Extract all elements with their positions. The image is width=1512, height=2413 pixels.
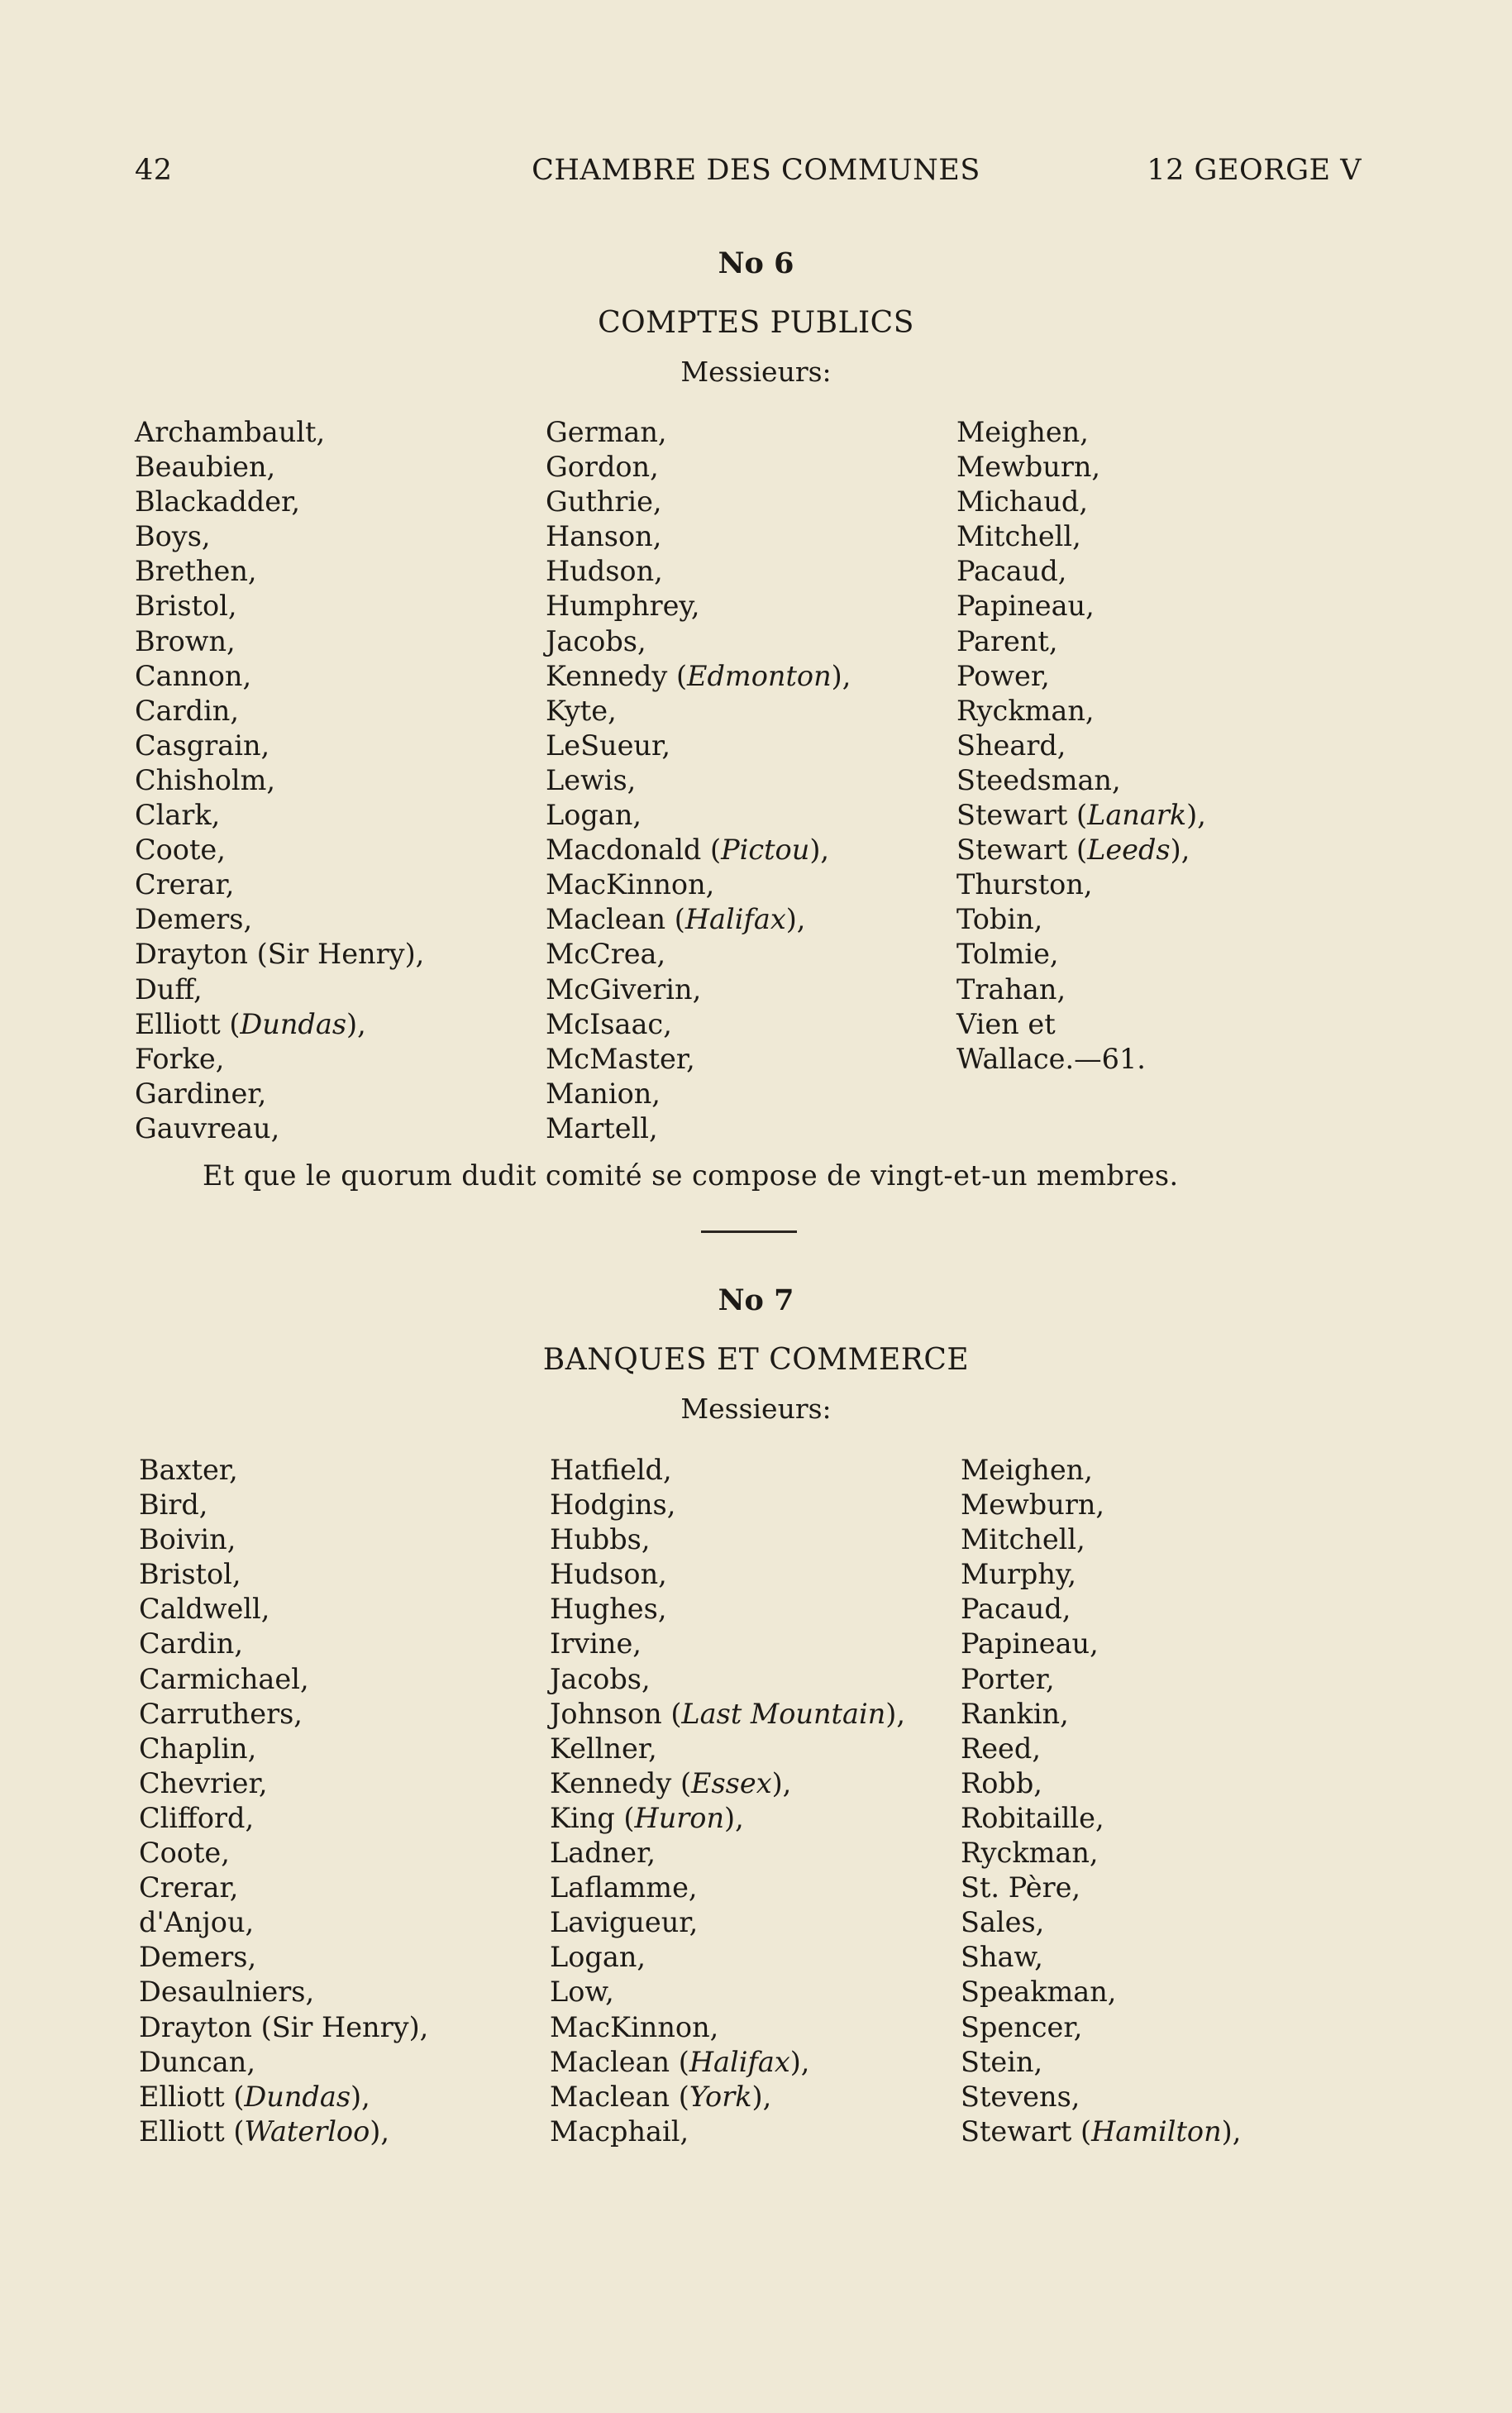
member-name: Chaplin, [139, 1732, 257, 1765]
member-name: Coote, [139, 1837, 230, 1870]
member-name: Stewart (Leeds), [956, 834, 1190, 867]
member-name: Kennedy (Essex), [550, 1766, 792, 1799]
member-name: Humphrey, [546, 590, 700, 623]
member-name: Archambault, [135, 416, 326, 448]
member-name: Hanson, [546, 520, 662, 553]
member-name: Meighen, [961, 1454, 1093, 1486]
member-name: Thurston, [956, 868, 1093, 901]
member-name: Coote, [135, 834, 226, 867]
running-title: CHAMBRE DES COMMUNES [532, 154, 980, 187]
member-name: Parent, [956, 624, 1058, 657]
member-name: Crerar, [139, 1871, 239, 1904]
member-name: Stevens, [961, 2080, 1080, 2113]
member-name: Clifford, [139, 1801, 255, 1834]
reign-label: 12 GEORGE V [1147, 154, 1362, 187]
section-7-title: BANQUES ET COMMERCE [542, 1343, 970, 1377]
member-name: Duff, [135, 972, 203, 1006]
member-name: Tobin, [956, 903, 1043, 936]
member-name: Drayton (Sir Henry), [139, 2010, 429, 2043]
member-name: Demers, [139, 1941, 257, 1974]
member-name: Sheard, [956, 729, 1066, 762]
member-name: Cannon, [135, 659, 252, 692]
member-name: Maclean (York), [550, 2080, 772, 2113]
member-name: Power, [956, 659, 1050, 692]
member-name: Gardiner, [135, 1077, 267, 1110]
member-name: Forke, [135, 1042, 225, 1075]
section-7-column-1 [139, 1453, 428, 2149]
member-name: McCrea, [546, 938, 666, 971]
member-name: Duncan, [139, 2045, 255, 2078]
section-6-column-3 [956, 415, 1206, 1077]
member-name: McMaster, [546, 1042, 695, 1075]
section-7-column-3 [961, 1453, 1241, 2149]
member-name: Kyte, [546, 694, 617, 727]
member-name: Ryckman, [956, 694, 1095, 727]
member-name: Jacobs, [546, 624, 646, 657]
member-name: Clark, [135, 799, 221, 832]
member-name: Rankin, [961, 1697, 1069, 1730]
member-name: Low, [550, 1976, 614, 2009]
member-name: Mewburn, [956, 451, 1101, 484]
member-name: Steedsman, [956, 763, 1121, 796]
member-name: Johnson (Last Mountain), [550, 1697, 905, 1730]
member-name: Porter, [961, 1662, 1055, 1695]
member-name: Bristol, [139, 1558, 241, 1591]
member-name: Kellner, [550, 1732, 657, 1765]
member-name: Hatfield, [550, 1454, 672, 1486]
section-6-title: COMPTES PUBLICS [598, 306, 914, 340]
member-name: Bristol, [135, 590, 237, 623]
member-name: Tolmie, [956, 938, 1059, 971]
member-name: Hodgins, [550, 1488, 676, 1522]
member-name: Laflamme, [550, 1871, 698, 1904]
member-name: Maclean (Halifax), [550, 2045, 810, 2078]
member-name: Elliott (Dundas), [135, 1007, 366, 1040]
member-name: King (Huron), [550, 1801, 744, 1834]
member-name: Brethen, [135, 555, 257, 588]
member-name: Lavigueur, [550, 1906, 699, 1939]
member-name: Reed, [961, 1732, 1041, 1765]
quorum-statement: Et que le quorum dudit comité se compose de vingt-et-un membres. [203, 1159, 1179, 1192]
section-7-column-2 [550, 1453, 905, 2149]
member-name: Boys, [135, 520, 211, 553]
member-name: Spencer, [961, 2010, 1083, 2043]
section-divider [701, 1230, 797, 1233]
member-name: Chevrier, [139, 1766, 268, 1799]
member-name: Pacaud, [956, 555, 1067, 588]
member-name: Hubbs, [550, 1523, 651, 1556]
member-name: Carmichael, [139, 1662, 309, 1695]
section-6-column-1 [135, 415, 424, 1146]
member-name: German, [546, 416, 667, 448]
member-name: Elliott (Waterloo), [139, 2114, 389, 2148]
member-name: Ladner, [550, 1837, 656, 1870]
member-name: Vien et [956, 1007, 1056, 1040]
member-name: Macdonald (Pictou), [546, 834, 830, 867]
member-name: Manion, [546, 1077, 661, 1110]
section-6-column-2 [546, 415, 851, 1146]
member-name: Cardin, [139, 1627, 244, 1660]
section-6-subtitle: Messieurs: [680, 356, 832, 388]
section-6-number: No 6 [718, 246, 794, 280]
member-name: Stein, [961, 2045, 1043, 2078]
section-7-number: No 7 [718, 1283, 794, 1317]
member-name: MacKinnon, [546, 868, 715, 901]
member-name: Wallace.—61. [956, 1042, 1146, 1075]
member-name: Meighen, [956, 416, 1089, 448]
member-name: Drayton (Sir Henry), [135, 938, 425, 971]
member-name: Carruthers, [139, 1697, 303, 1730]
section-7-subtitle: Messieurs: [680, 1393, 832, 1425]
member-name: Casgrain, [135, 729, 270, 762]
member-name: d'Anjou, [139, 1906, 255, 1939]
member-name: Cardin, [135, 694, 240, 727]
member-name: Gordon, [546, 451, 659, 484]
member-name: McGiverin, [546, 972, 702, 1006]
member-name: Bird, [139, 1488, 208, 1522]
member-name: Chisholm, [135, 763, 275, 796]
member-name: Stewart (Lanark), [956, 799, 1206, 832]
member-name: Baxter, [139, 1454, 238, 1486]
member-name: Demers, [135, 903, 253, 936]
member-name: Crerar, [135, 868, 235, 901]
member-name: Stewart (Hamilton), [961, 2114, 1242, 2148]
member-name: Hudson, [546, 555, 663, 588]
member-name: Logan, [550, 1941, 646, 1974]
member-name: Papineau, [961, 1627, 1099, 1660]
member-name: Murphy, [961, 1558, 1077, 1591]
member-name: Hughes, [550, 1593, 667, 1626]
member-name: Pacaud, [961, 1593, 1071, 1626]
member-name: Trahan, [956, 972, 1066, 1006]
member-name: Lewis, [546, 763, 637, 796]
member-name: Boivin, [139, 1523, 236, 1556]
member-name: Hudson, [550, 1558, 667, 1591]
member-name: LeSueur, [546, 729, 670, 762]
member-name: Desaulniers, [139, 1976, 315, 2009]
member-name: Papineau, [956, 590, 1095, 623]
member-name: Blackadder, [135, 485, 301, 518]
member-name: St. Père, [961, 1871, 1081, 1904]
member-name: MacKinnon, [550, 2010, 719, 2043]
member-name: Kennedy (Edmonton), [546, 659, 851, 692]
member-name: Brown, [135, 624, 236, 657]
member-name: Elliott (Dundas), [139, 2080, 370, 2113]
member-name: Maclean (Halifax), [546, 903, 806, 936]
member-name: Mewburn, [961, 1488, 1105, 1522]
member-name: Shaw, [961, 1941, 1043, 1974]
member-name: McIsaac, [546, 1007, 672, 1040]
member-name: Macphail, [550, 2114, 689, 2148]
member-name: Martell, [546, 1111, 658, 1144]
member-name: Irvine, [550, 1627, 642, 1660]
member-name: Speakman, [961, 1976, 1117, 2009]
member-name: Robitaille, [961, 1801, 1104, 1834]
member-name: Jacobs, [550, 1662, 651, 1695]
member-name: Gauvreau, [135, 1111, 280, 1144]
page-number: 42 [135, 154, 173, 187]
member-name: Mitchell, [956, 520, 1081, 553]
member-name: Guthrie, [546, 485, 662, 518]
member-name: Caldwell, [139, 1593, 270, 1626]
member-name: Ryckman, [961, 1837, 1099, 1870]
member-name: Beaubien, [135, 451, 276, 484]
member-name: Sales, [961, 1906, 1045, 1939]
member-name: Michaud, [956, 485, 1088, 518]
member-name: Mitchell, [961, 1523, 1085, 1556]
member-name: Robb, [961, 1766, 1042, 1799]
member-name: Logan, [546, 799, 642, 832]
